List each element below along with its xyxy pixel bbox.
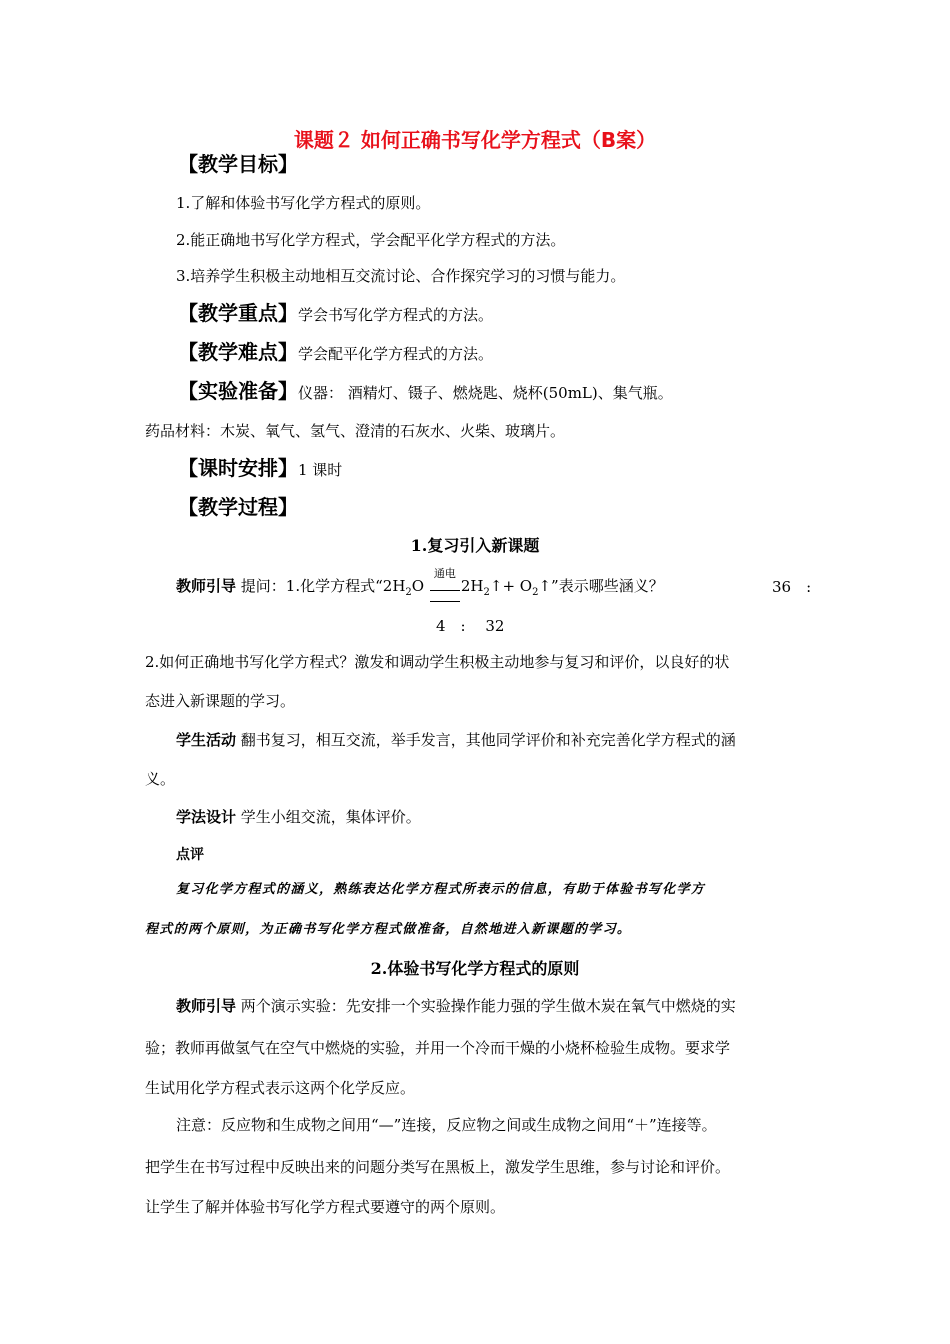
question2-line2: 态进入新课题的学习。 xyxy=(145,692,296,710)
question2-line1: 2.如何正确地书写化学方程式？激发和调动学生积极主动地参与复习和评价，以良好的状 xyxy=(145,653,730,671)
product-rest: ↑+ O xyxy=(489,577,533,595)
subscript: 2 xyxy=(483,587,490,598)
note-line2: 把学生在书写过程中反映出来的问题分类写在黑板上，激发学生思维，参与讨论和评价。 xyxy=(145,1158,731,1176)
teacher-text-line2: 验；教师再做氢气在空气中燃烧的实验，并用一个冷而干燥的小烧杯检验生成物。要求学 xyxy=(145,1039,731,1057)
subscript: 2 xyxy=(532,587,539,598)
teacher-guide-2 xyxy=(176,995,736,1016)
prep-row xyxy=(178,375,673,404)
objective-item: 3.培养学生积极主动地相互交流讨论、合作探究学习的习惯与能力。 xyxy=(176,267,626,285)
note-line1: 注意：反应物和生成物之间用“—”连接，反应物之间或生成物之间用“＋”连接等。 xyxy=(176,1116,717,1134)
difficulty-row xyxy=(178,336,493,365)
product-h: 2H xyxy=(460,577,484,595)
difficulty-heading: 【教学难点】 xyxy=(178,340,298,364)
mass-ratio-a: 36 : xyxy=(772,578,812,596)
prep-materials: 药品材料：木炭、氧气、氢气、澄清的石灰水、火柴、玻璃片。 xyxy=(145,422,566,440)
question-suffix: ↑”表示哪些涵义？ xyxy=(538,577,664,595)
objective-item: 1.了解和体验书写化学方程式的原则。 xyxy=(176,194,431,212)
teacher-text-line3: 生试用化学方程式表示这两个化学反应。 xyxy=(145,1079,416,1097)
subscript: 2 xyxy=(405,587,412,598)
reaction-arrow xyxy=(430,567,460,591)
teacher-guide-1 xyxy=(176,567,664,598)
prep-heading: 【实验准备】 xyxy=(178,379,298,403)
page-title: 课题２ 如何正确书写化学方程式（B案） xyxy=(293,128,657,152)
comment-label: 点评 xyxy=(176,847,204,863)
section1-title: 1.复习引入新课题 xyxy=(410,536,540,555)
method-label: 学法设计 xyxy=(176,808,237,826)
schedule-text: 1 课时 xyxy=(298,461,343,479)
student-label: 学生活动 xyxy=(176,731,237,749)
student-text: 翻书复习，相互交流，举手发言，其他同学评价和补充完善化学方程式的涵 xyxy=(240,731,736,749)
schedule-heading: 【课时安排】 xyxy=(178,456,298,480)
objectives-heading: 【教学目标】 xyxy=(178,152,298,176)
key-point-row xyxy=(178,297,493,326)
method-text: 学生小组交流，集体评价。 xyxy=(240,808,421,826)
objective-item: 2.能正确地书写化学方程式，学会配平化学方程式的方法。 xyxy=(176,231,566,249)
student-text-cont: 义。 xyxy=(145,770,176,788)
method-design xyxy=(176,806,421,827)
key-point-text: 学会书写化学方程式的方法。 xyxy=(298,306,494,324)
question-prefix: 提问：1.化学方程式“2H xyxy=(240,577,406,595)
teacher-text: 两个演示实验：先安排一个实验操作能力强的学生做木炭在氧气中燃烧的实 xyxy=(240,997,736,1015)
difficulty-text: 学会配平化学方程式的方法。 xyxy=(298,345,494,363)
teacher-label: 教师引导 xyxy=(176,577,237,595)
process-heading: 【教学过程】 xyxy=(178,495,298,519)
note-line3: 让学生了解并体验书写化学方程式要遵守的两个原则。 xyxy=(145,1198,506,1216)
comment-line2: 程式的两个原则，为正确书写化学方程式做准备，自然地进入新课题的学习。 xyxy=(145,922,632,937)
key-point-heading: 【教学重点】 xyxy=(178,301,298,325)
mass-ratio-b: 4 : 32 xyxy=(436,617,505,635)
student-activity xyxy=(176,729,736,750)
question-o: O xyxy=(411,577,425,595)
reaction-condition: 通电 xyxy=(433,567,456,580)
comment-line1: 复习化学方程式的涵义，熟练表达化学方程式所表示的信息，有助于体验书写化学方 xyxy=(176,882,706,897)
prep-text: 仪器： 酒精灯、镊子、燃烧匙、烧杯(50mL)、集气瓶。 xyxy=(298,384,673,402)
teacher-label: 教师引导 xyxy=(176,997,237,1015)
schedule-row xyxy=(178,452,342,481)
section2-title: 2.体验书写化学方程式的原则 xyxy=(370,959,580,978)
